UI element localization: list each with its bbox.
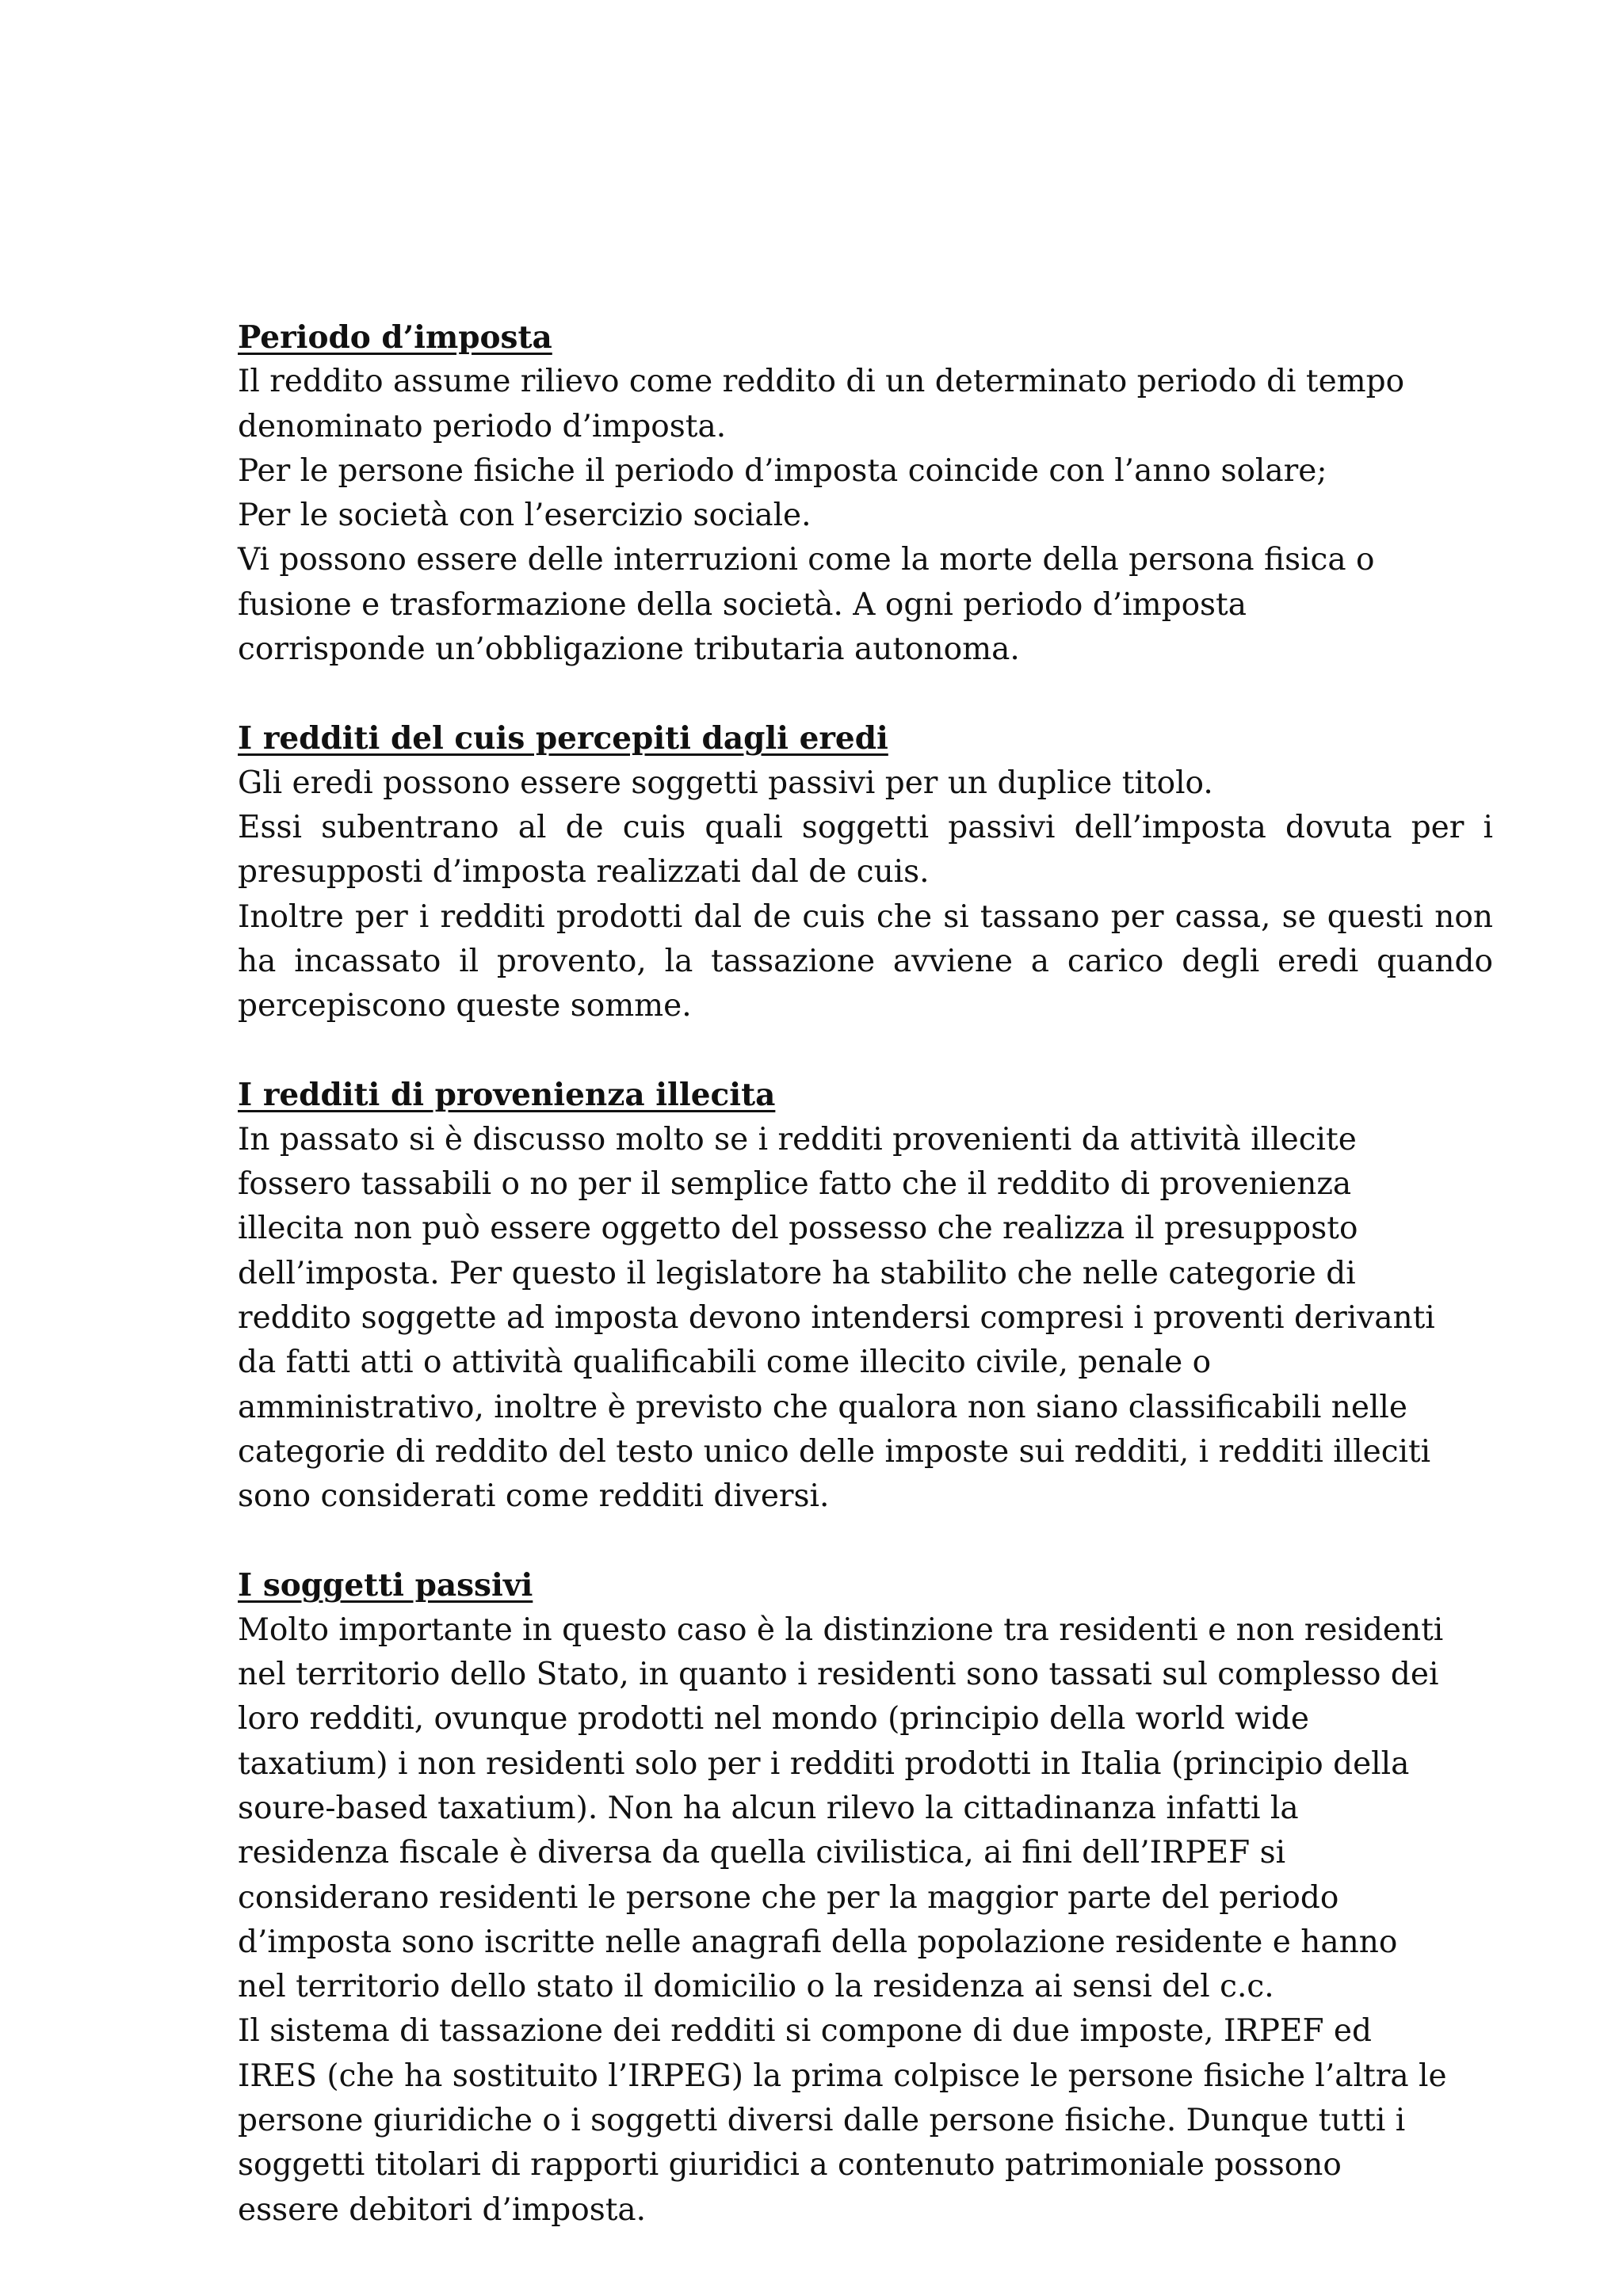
- section-periodo-imposta: [238, 315, 1493, 672]
- paragraph-line: categorie di reddito del testo unico delle imposte sui redditi, i redditi illeciti: [238, 1433, 1431, 1470]
- document-page: [238, 315, 1493, 2277]
- paragraph-line: reddito soggette ad imposta devono intendersi compresi i proventi derivanti: [238, 1299, 1435, 1336]
- section-redditi-illeciti: [238, 1073, 1493, 1519]
- paragraph-line: In passato si è discusso molto se i redditi provenienti da attività illecite: [238, 1121, 1357, 1158]
- paragraph-line: denominato periodo d’imposta.: [238, 408, 727, 444]
- paragraph-line: soggetti titolari di rapporti giuridici a contenuto patrimoniale possono: [238, 2147, 1342, 2183]
- paragraph-line: da fatti atti o attività qualificabili come illecito civile, penale o: [238, 1344, 1212, 1381]
- paragraph-line: residenza fiscale è diversa da quella civilistica, ai fini dell’IRPEF si: [238, 1835, 1286, 1871]
- paragraph-line: considerano residenti le persone che per la maggior parte del periodo: [238, 1879, 1339, 1916]
- paragraph-line: Vi possono essere delle interruzioni come la morte della persona fisica o: [238, 542, 1375, 578]
- paragraph-line: d’imposta sono iscritte nelle anagrafi della popolazione residente e hanno: [238, 1924, 1398, 1960]
- paragraph: Essi subentrano al de cuis quali soggetti passivi dell’imposta dovuta per i presupposti d’imposta realizzati dal de cuis.: [238, 809, 1493, 891]
- section-heading: I soggetti passivi: [238, 1567, 533, 1604]
- paragraph-line: amministrativo, inoltre è previsto che qualora non siano classificabili nelle: [238, 1389, 1407, 1425]
- paragraph-line: taxatium) i non residenti solo per i redditi prodotti in Italia (principio della: [238, 1745, 1410, 1782]
- paragraph-line: essere debitori d’imposta.: [238, 2191, 647, 2228]
- section-heading: Periodo d’imposta: [238, 319, 552, 356]
- paragraph-line: IRES (che ha sostituito l’IRPEG) la prima colpisce le persone fisiche l’altra le: [238, 2058, 1447, 2094]
- paragraph-line: corrisponde un’obbligazione tributaria autonoma.: [238, 631, 1020, 668]
- section-soggetti-passivi: [238, 1563, 1493, 2232]
- paragraph-line: nel territorio dello Stato, in quanto i residenti sono tassati sul complesso dei: [238, 1657, 1439, 1693]
- paragraph-line: dell’imposta. Per questo il legislatore ha stabilito che nelle categorie di: [238, 1255, 1356, 1291]
- section-redditi-eredi: [238, 716, 1493, 1028]
- paragraph-line: illecita non può essere oggetto del possesso che realizza il presupposto: [238, 1211, 1358, 1247]
- paragraph-line: soure-based taxatium). Non ha alcun rilevo la cittadinanza infatti la: [238, 1790, 1299, 1826]
- paragraph-line: Gli eredi possono essere soggetti passivi per un duplice titolo.: [238, 765, 1213, 801]
- section-heading: I redditi di provenienza illecita: [238, 1077, 776, 1114]
- paragraph-line: fossero tassabili o no per il semplice fatto che il reddito di provenienza: [238, 1166, 1352, 1203]
- paragraph-line: nel territorio dello stato il domicilio o la residenza ai sensi del c.c.: [238, 1969, 1274, 2005]
- paragraph-line: loro redditi, ovunque prodotti nel mondo (principio della world wide: [238, 1701, 1310, 1737]
- paragraph: Inoltre per i redditi prodotti dal de cuis che si tassano per cassa, se questi non ha incassato il provento, la tassazione avviene a carico degli eredi quando percepiscono queste somme.: [238, 898, 1493, 1024]
- paragraph-line: persone giuridiche o i soggetti diversi dalle persone fisiche. Dunque tutti i: [238, 2102, 1406, 2138]
- paragraph-line: Il reddito assume rilievo come reddito di un determinato periodo di tempo: [238, 364, 1405, 400]
- section-heading: I redditi del cuis percepiti dagli eredi: [238, 720, 888, 757]
- paragraph-line: Il sistema di tassazione dei redditi si compone di due imposte, IRPEF ed: [238, 2013, 1372, 2050]
- paragraph-line: Per le società con l’esercizio sociale.: [238, 498, 812, 534]
- paragraph-line: sono considerati come redditi diversi.: [238, 1478, 830, 1515]
- paragraph-line: Molto importante in questo caso è la distinzione tra residenti e non residenti: [238, 1611, 1444, 1648]
- paragraph-line: fusione e trasformazione della società. A ogni periodo d’imposta: [238, 586, 1247, 623]
- paragraph-line: Per le persone fisiche il periodo d’imposta coincide con l’anno solare;: [238, 452, 1327, 489]
